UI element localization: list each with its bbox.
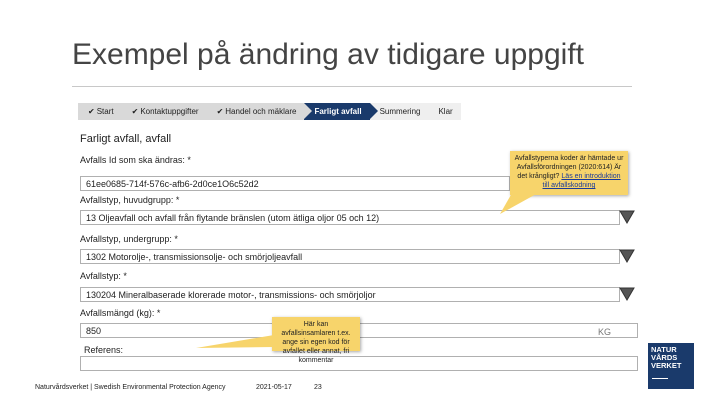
dropdown-arrow-icon[interactable] — [619, 249, 635, 263]
check-icon: ✔ — [131, 107, 139, 116]
step-farligt-avfall[interactable] — [304, 103, 369, 120]
waste-id-label: Avfalls Id som ska ändras: * — [80, 155, 191, 165]
step-start[interactable] — [78, 103, 122, 120]
step-label: Summering — [379, 107, 421, 116]
dropdown-arrow-icon[interactable] — [619, 287, 635, 301]
callout-text: Här kan avfallsinsamlaren t.ex. ange sin egen kod för avfallet eller annat, fri kommentar — [281, 321, 351, 364]
footer-organization: Naturvårdsverket | Swedish Environmental Protection Agency — [35, 384, 226, 391]
step-label: Handel och mäklare — [225, 107, 297, 116]
amount-label: Avfallsmängd (kg): * — [80, 308, 161, 318]
footer-date: 2021-05-17 — [256, 384, 292, 391]
step-label: Start — [96, 107, 114, 116]
reference-input[interactable] — [80, 356, 638, 371]
title-divider — [72, 86, 632, 87]
naturvardsverket-logo: NATUR VÅRDS VERKET — [648, 343, 694, 389]
slide-title: Exempel på ändring av tidigare uppgift — [72, 38, 584, 71]
dropdown-arrow-icon[interactable] — [619, 210, 635, 224]
subgroup-label: Avfallstyp, undergrupp: * — [80, 234, 178, 244]
check-icon: ✔ — [216, 107, 224, 116]
step-summering[interactable] — [370, 103, 429, 120]
type-label: Avfallstyp: * — [80, 271, 127, 281]
step-klar[interactable] — [428, 103, 460, 120]
check-icon: ✔ — [88, 107, 95, 116]
step-label: Farligt avfall — [314, 107, 362, 116]
subgroup-select[interactable]: 1302 Motorolje-, transmissionsolje- och smörjoljeavfall — [80, 249, 620, 264]
callout-pointer — [500, 193, 540, 215]
main-group-select[interactable]: 13 Oljeavfall och avfall från flytande bränslen (utom ätliga oljor 05 och 12) — [80, 210, 620, 225]
footer-page-number: 23 — [314, 384, 322, 391]
callout-text: Avfallstyperna koder är hämtade ur Avfallsförordningen (2020:614) Är det krångligt? — [514, 155, 624, 180]
waste-coding-link[interactable]: Läs en introduktion till avfallskodning — [542, 173, 621, 189]
amount-unit: KG — [598, 327, 612, 337]
reference-label: Referens: — [84, 345, 124, 355]
waste-id-input[interactable]: 61ee0685-714f-576c-afb6-2d0ce1O6c52d2 — [80, 176, 510, 191]
step-label: Klar — [438, 107, 453, 116]
step-handel-och-maklare[interactable] — [207, 103, 305, 120]
callout-pointer — [196, 335, 274, 349]
progress-steps — [78, 103, 461, 120]
reference-callout — [272, 317, 360, 364]
step-kontaktuppgifter[interactable] — [122, 103, 207, 120]
main-group-label: Avfallstyp, huvudgrupp: * — [80, 195, 180, 205]
type-select[interactable]: 130204 Mineralbaserade klorerade motor-, transmissions- och smörjoljor — [80, 287, 620, 302]
section-title: Farligt avfall, avfall — [80, 133, 172, 145]
amount-input[interactable]: 850 — [80, 323, 638, 338]
waste-code-callout — [510, 151, 628, 195]
step-label: Kontaktuppgifter — [140, 107, 199, 116]
